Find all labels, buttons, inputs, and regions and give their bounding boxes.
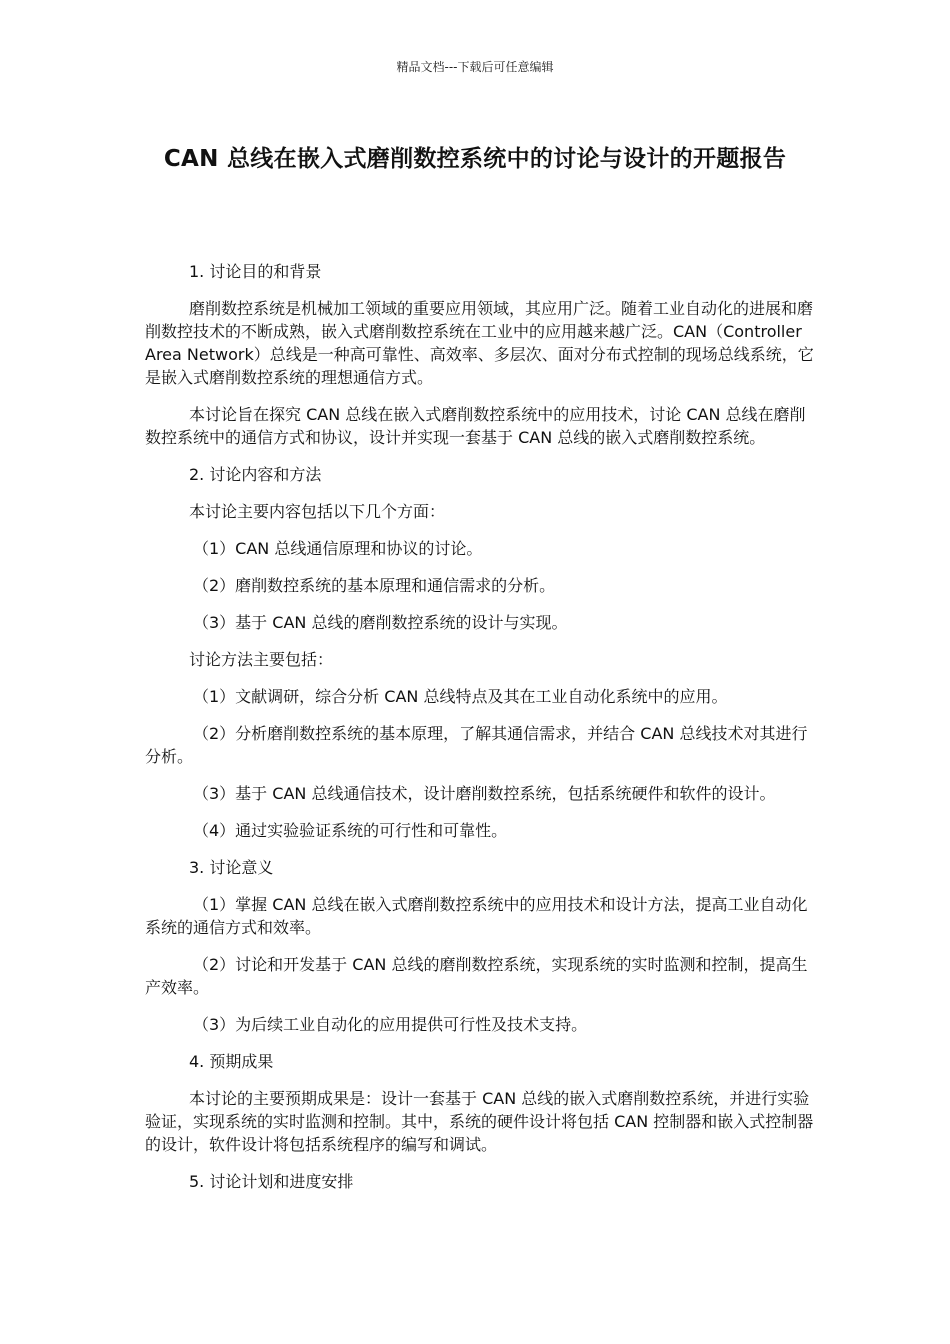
list-item: （1）文献调研，综合分析 CAN 总线特点及其在工业自动化系统中的应用。 (193, 687, 728, 706)
paragraph: 磨削数控系统是机械加工领域的重要应用领域，其应用广泛。随着工业自动化的进展和磨削数控技术的不断成熟，嵌入式磨削数控系统在工业中的应用越来越广泛。CAN（Controller Area Network）总线是一种高可靠性、高效率、多层次、面对分布式控制的现场总线系统，它是嵌入式磨削数控系统的理想通信方式。 (145, 299, 814, 387)
list-item: （3）为后续工业自动化的应用提供可行性及技术支持。 (193, 1015, 588, 1034)
paragraph: 本讨论旨在探究 CAN 总线在嵌入式磨削数控系统中的应用技术，讨论 CAN 总线在磨削数控系统中的通信方式和协议，设计并实现一套基于 CAN 总线的嵌入式磨削数控系统。 (145, 405, 806, 447)
section-heading: 4. 预期成果 (189, 1052, 274, 1071)
section-heading: 3. 讨论意义 (189, 858, 274, 877)
list-item: （3）基于 CAN 总线通信技术，设计磨削数控系统，包括系统硬件和软件的设计。 (193, 784, 776, 803)
paragraph: 讨论方法主要包括： (189, 650, 334, 669)
list-item: （2）磨削数控系统的基本原理和通信需求的分析。 (193, 576, 556, 595)
list-item: （1）掌握 CAN 总线在嵌入式磨削数控系统中的应用技术和设计方法，提高工业自动化系统的通信方式和效率。 (145, 895, 808, 937)
document-title: CAN 总线在嵌入式磨削数控系统中的讨论与设计的开题报告 (163, 146, 787, 172)
list-item: （1）CAN 总线通信原理和协议的讨论。 (193, 539, 483, 558)
paragraph: 本讨论的主要预期成果是：设计一套基于 CAN 总线的嵌入式磨削数控系统，并进行实验验证，实现系统的实时监测和控制。其中，系统的硬件设计将包括 CAN 控制器和嵌入式控制器的设计，软件设计将包括系统程序的编写和调试。 (145, 1089, 814, 1154)
section-heading: 5. 讨论计划和进度安排 (189, 1172, 354, 1191)
list-item: （3）基于 CAN 总线的磨削数控系统的设计与实现。 (193, 613, 568, 632)
section-heading: 2. 讨论内容和方法 (189, 465, 322, 484)
page-header: 精品文档---下载后可任意编辑 (396, 60, 554, 74)
list-item: （2）讨论和开发基于 CAN 总线的磨削数控系统，实现系统的实时监测和控制，提高生产效率。 (145, 955, 808, 997)
document-body (145, 260, 817, 1207)
paragraph: 本讨论主要内容包括以下几个方面： (189, 502, 446, 521)
list-item: （4）通过实验验证系统的可行性和可靠性。 (193, 821, 508, 840)
list-item: （2）分析磨削数控系统的基本原理，了解其通信需求，并结合 CAN 总线技术对其进行分析。 (145, 724, 808, 766)
section-heading: 1. 讨论目的和背景 (189, 262, 322, 281)
